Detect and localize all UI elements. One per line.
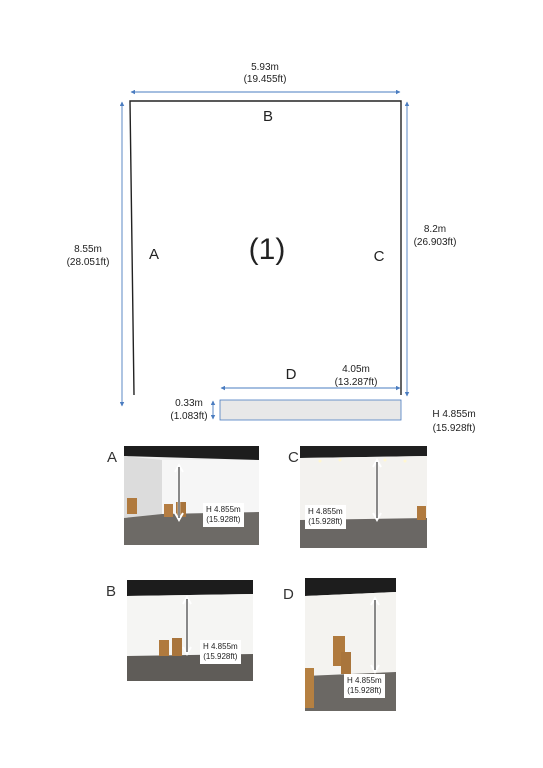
left-dimension-ft: (28.051ft) [66, 257, 110, 268]
height-dimension-ft: (15.928ft) [432, 423, 476, 434]
wall-label-a: A [148, 246, 160, 263]
bottom-dimension-m: 4.05m [342, 364, 370, 375]
photo-tag-a: H 4.855m (15.928ft) [203, 503, 244, 527]
photo-wall-a [124, 446, 259, 545]
photo-wall-b [127, 580, 253, 681]
photo-letter-a: A [107, 449, 118, 466]
left-dimension-m: 8.55m [74, 244, 102, 255]
step-dimension-m: 0.33m [175, 398, 203, 409]
photo-tag-b: H 4.855m (15.928ft) [200, 640, 241, 664]
wall-label-b: B [262, 108, 274, 125]
photo-letter-c: C [288, 449, 299, 466]
step-area [220, 400, 401, 420]
wall-label-c: C [373, 248, 385, 265]
height-dimension-m: H 4.855m [432, 409, 476, 420]
wall-label-d: D [285, 366, 297, 383]
photo-wall-c [300, 446, 427, 548]
right-dimension-ft: (26.903ft) [413, 237, 457, 248]
top-dimension-ft: (19.455ft) [243, 74, 287, 85]
photo-letter-d: D [283, 586, 294, 603]
photo-letter-b: B [106, 583, 117, 600]
room-label: (1) [248, 233, 286, 266]
bottom-dimension-ft: (13.287ft) [334, 377, 378, 388]
photo-tag-c: H 4.855m (15.928ft) [305, 505, 346, 529]
step-dimension-ft: (1.083ft) [170, 411, 208, 422]
top-dimension-m: 5.93m [251, 62, 279, 73]
right-dimension-m: 8.2m [423, 224, 447, 235]
photo-tag-d: H 4.855m (15.928ft) [344, 674, 385, 698]
